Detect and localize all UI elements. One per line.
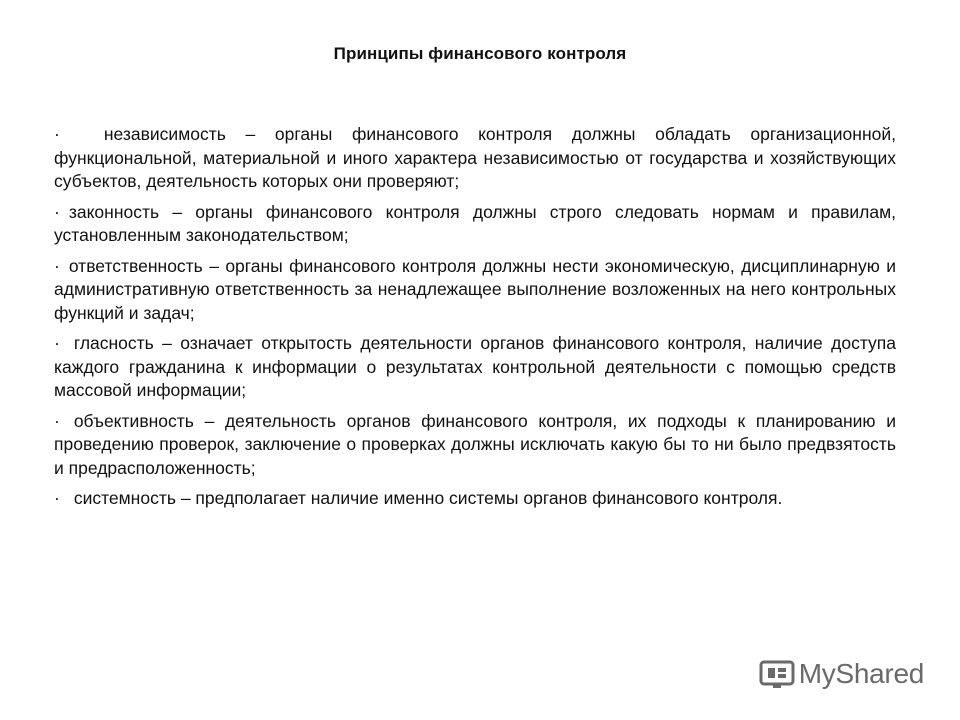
bullet-mark: · xyxy=(54,201,60,222)
principle-text: объективность – деятельность органов финансового контроля, их подходы к планированию и проведению проверок, заключение о проверках должны исключать какую бы то ни было предвзятость и предрасположенность; xyxy=(54,410,896,478)
principle-item-systematicity xyxy=(54,487,896,511)
principles-list xyxy=(54,123,896,518)
bullet-mark: · xyxy=(54,124,60,144)
myshared-watermark[interactable] xyxy=(759,656,924,692)
slide-title: Принципы финансового контроля xyxy=(333,44,627,63)
principle-text: независимость – органы финансового контроля должны обладать организационной, функциональной, материальной и иного характера независимостью от государства и хозяйствующих субъектов, деятельность которых они проверяют; xyxy=(54,124,896,191)
watermark-text: MyShared xyxy=(798,658,924,689)
bullet-mark: · xyxy=(54,410,60,431)
principle-item-legality xyxy=(54,201,896,248)
principle-item-publicity xyxy=(54,332,896,403)
bullet-mark: · xyxy=(54,255,60,276)
principle-item-independence xyxy=(54,123,896,194)
principle-text: гласность – означает открытость деятельности органов финансового контроля, наличие доступа каждого гражданина к информации о результатах контрольной деятельности с помощью средств массовой информации; xyxy=(54,333,896,400)
bullet-mark: · xyxy=(54,333,60,353)
principle-text: ответственность – органы финансового контроля должны нести экономическую, дисциплинарную и административную ответственность за ненадлежащее выполнение возложенных на него контрольных функций и задач; xyxy=(54,255,896,323)
bullet-mark: · xyxy=(54,488,60,508)
principle-text: системность – предполагает наличие именно системы органов финансового контроля. xyxy=(73,488,783,508)
myshared-logo-icon xyxy=(759,659,795,689)
principle-text: законность – органы финансового контроля должны строго следовать нормам и правилам, установленным законодательством; xyxy=(54,201,896,245)
principle-item-objectivity xyxy=(54,410,896,481)
principle-item-responsibility xyxy=(54,255,896,326)
